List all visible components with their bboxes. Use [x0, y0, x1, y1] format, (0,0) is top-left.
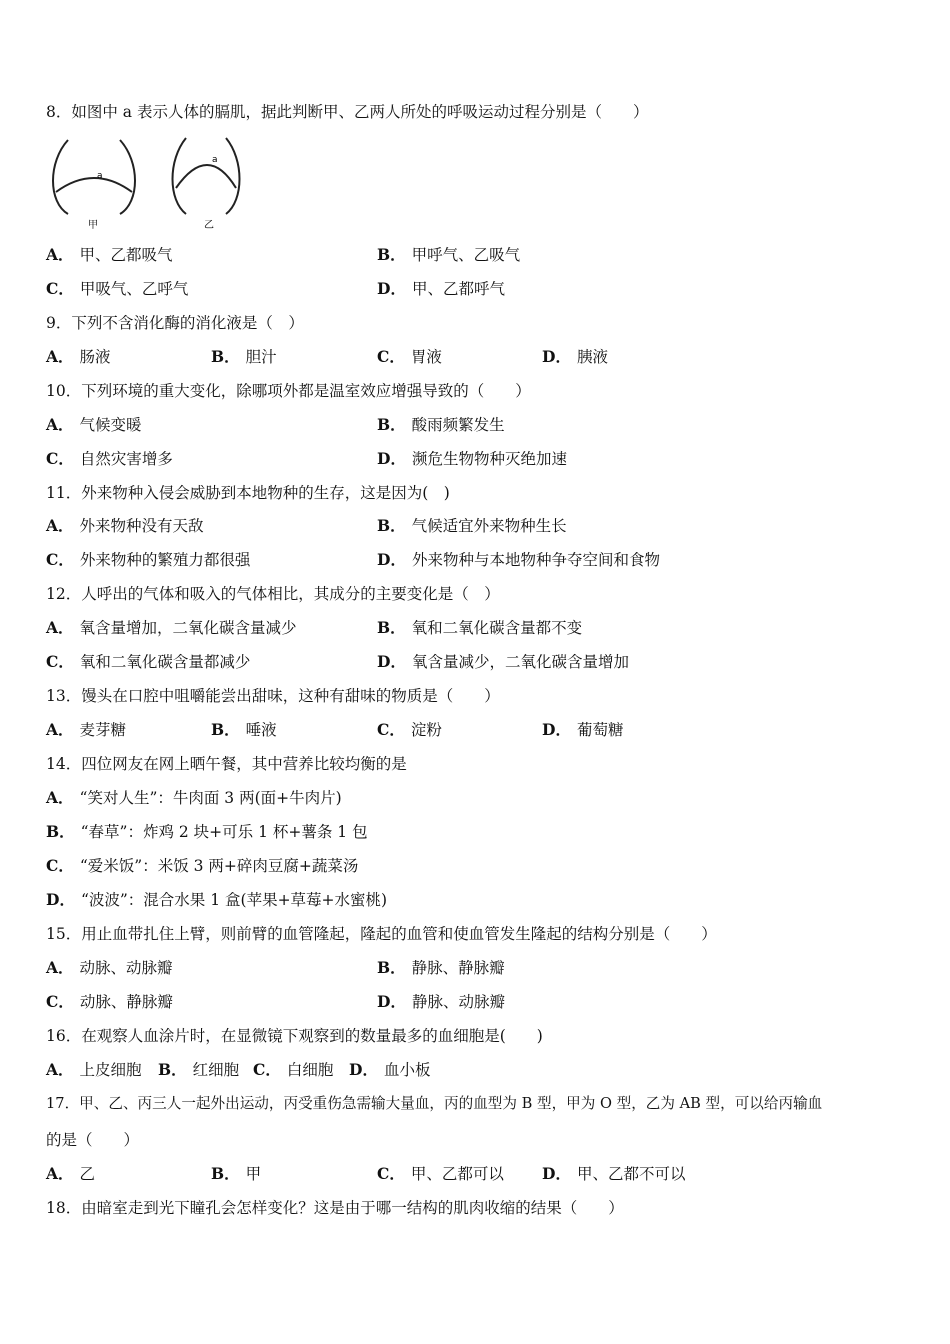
option-label: A．: [46, 720, 74, 739]
option-text: 气候适宜外来物种生长: [411, 517, 567, 535]
option-text: 胆汁: [245, 348, 277, 366]
q14-option-b[interactable]: [46, 822, 368, 842]
q8-yi-label-a: a: [212, 155, 218, 165]
option-label: C．: [46, 550, 74, 569]
option-text: “笑对人生”：牛肉面 3 两(面+牛肉片): [79, 789, 342, 807]
q14-option-a[interactable]: [46, 788, 342, 808]
option-text: 甲、乙都吸气: [79, 246, 173, 264]
option-text: 甲吸气、乙呼气: [79, 280, 189, 298]
q16-option-a[interactable]: [46, 1060, 142, 1080]
option-text: “春草”：炸鸡 2 块+可乐 1 杯+薯条 1 包: [80, 823, 368, 841]
option-label: B．: [377, 245, 406, 264]
q10-option-c[interactable]: [46, 449, 173, 469]
option-label: A．: [46, 1060, 74, 1079]
option-label: B．: [377, 618, 406, 637]
option-label: D．: [542, 1164, 571, 1183]
option-label: A．: [46, 245, 74, 264]
q8-yi-diaphragm: [176, 165, 236, 188]
q10-stem: 10．下列环境的重大变化，除哪项外都是温室效应增强导致的（ ）: [46, 382, 531, 400]
option-label: B．: [211, 720, 240, 739]
option-label: D．: [377, 652, 406, 671]
option-label: D．: [377, 550, 406, 569]
q9-option-c[interactable]: [377, 347, 442, 367]
q17-option-b[interactable]: [211, 1164, 261, 1184]
option-label: B．: [211, 347, 240, 366]
q11-option-a[interactable]: [46, 516, 204, 536]
q15-option-c[interactable]: [46, 992, 173, 1012]
option-label: B．: [377, 415, 406, 434]
option-text: 胃液: [410, 348, 442, 366]
q17-stem-line2: 的是（ ）: [46, 1131, 140, 1149]
option-label: D．: [542, 347, 571, 366]
option-text: 血小板: [383, 1061, 431, 1079]
q9-option-d[interactable]: [542, 347, 608, 367]
q11-option-b[interactable]: [377, 516, 567, 536]
option-text: 上皮细胞: [79, 1061, 142, 1079]
q8-jia-left-wall: [53, 140, 68, 214]
q17-option-d[interactable]: [542, 1164, 685, 1184]
option-label: A．: [46, 415, 74, 434]
q13-stem: 13．馒头在口腔中咀嚼能尝出甜味，这种有甜味的物质是（ ）: [46, 687, 500, 705]
option-label: D．: [349, 1060, 378, 1079]
option-text: 氧和二氧化碳含量都减少: [79, 653, 251, 671]
option-label: D．: [46, 890, 75, 909]
q8-yi-left-wall: [173, 138, 187, 214]
q9-option-a[interactable]: [46, 347, 111, 367]
q15-stem: 15．用止血带扎住上臂，则前臂的血管隆起，隆起的血管和使血管发生隆起的结构分别是（ ）: [46, 925, 717, 943]
q8-jia-label-a: a: [97, 171, 103, 181]
option-label: B．: [158, 1060, 187, 1079]
option-text: 动脉、动脉瓣: [79, 959, 173, 977]
q13-option-a[interactable]: [46, 720, 126, 740]
q16-option-c[interactable]: [253, 1060, 333, 1080]
option-label: D．: [542, 720, 571, 739]
q11-stem: 11．外来物种入侵会威胁到本地物种的生存，这是因为( ): [46, 484, 450, 502]
option-text: 外来物种没有天敌: [79, 517, 204, 535]
q8-jia-diaphragm: [56, 178, 132, 192]
q12-stem: 12．人呼出的气体和吸入的气体相比，其成分的主要变化是（ ）: [46, 585, 500, 603]
q8-option-c[interactable]: [46, 279, 188, 299]
q8-jia-right-wall: [120, 140, 135, 214]
q17-stem-line1: 17．甲、乙、丙三人一起外出运动，丙受重伤急需输大量血，丙的血型为 B 型，甲为 O 型，乙为 AB 型，可以给丙输血: [46, 1095, 823, 1112]
option-text: 唾液: [245, 721, 277, 739]
q11-option-c[interactable]: [46, 550, 250, 570]
option-text: “波波”：混合水果 1 盒(苹果+草莓+水蜜桃): [80, 891, 388, 909]
q12-option-d[interactable]: [377, 652, 629, 672]
option-text: 外来物种的繁殖力都很强: [79, 551, 251, 569]
q9-option-b[interactable]: [211, 347, 277, 367]
q8-diagram: [50, 132, 250, 232]
option-label: B．: [377, 516, 406, 535]
option-label: B．: [46, 822, 75, 841]
option-text: 濒危生物物种灭绝加速: [411, 450, 567, 468]
option-label: A．: [46, 618, 74, 637]
option-label: C．: [377, 720, 405, 739]
option-label: A．: [46, 958, 74, 977]
q15-option-b[interactable]: [377, 958, 505, 978]
q10-option-a[interactable]: [46, 415, 142, 435]
option-label: C．: [46, 279, 74, 298]
option-text: 外来物种与本地物种争夺空间和食物: [411, 551, 660, 569]
q10-option-b[interactable]: [377, 415, 505, 435]
option-text: 甲、乙都呼气: [411, 280, 505, 298]
option-label: A．: [46, 516, 74, 535]
q13-option-d[interactable]: [542, 720, 623, 740]
option-text: 酸雨频繁发生: [411, 416, 505, 434]
option-text: 氧和二氧化碳含量都不变: [411, 619, 583, 637]
q17-option-c[interactable]: [377, 1164, 504, 1184]
option-label: D．: [377, 992, 406, 1011]
q8-caption-yi: 乙: [204, 220, 214, 231]
option-label: D．: [377, 449, 406, 468]
option-label: C．: [377, 1164, 405, 1183]
q8-option-a[interactable]: [46, 245, 173, 265]
option-text: 自然灾害增多: [79, 450, 173, 468]
option-text: 甲: [245, 1165, 262, 1183]
q18-stem: 18．由暗室走到光下瞳孔会怎样变化？这是由于哪一结构的肌肉收缩的结果（ ）: [46, 1199, 624, 1217]
option-text: 白细胞: [286, 1061, 334, 1079]
q15-option-a[interactable]: [46, 958, 173, 978]
q12-option-c[interactable]: [46, 652, 250, 672]
q8-option-d[interactable]: [377, 279, 505, 299]
q13-option-b[interactable]: [211, 720, 277, 740]
option-label: C．: [46, 652, 74, 671]
option-text: 淀粉: [410, 721, 442, 739]
q10-option-d[interactable]: [377, 449, 567, 469]
option-text: 氧含量减少，二氧化碳含量增加: [411, 653, 629, 671]
option-label: A．: [46, 788, 74, 807]
option-text: 动脉、静脉瓣: [79, 993, 173, 1011]
option-text: 肠液: [79, 348, 111, 366]
q14-option-d[interactable]: [46, 890, 387, 910]
option-text: 乙: [79, 1165, 96, 1183]
q8-caption-jia: 甲: [88, 220, 98, 231]
option-label: C．: [377, 347, 405, 366]
q16-stem: 16．在观察人血涂片时，在显微镜下观察到的数量最多的血细胞是( ): [46, 1027, 543, 1045]
q16-option-d[interactable]: [349, 1060, 430, 1080]
option-text: 胰液: [576, 348, 608, 366]
q14-option-c[interactable]: [46, 856, 358, 876]
option-text: 静脉、动脉瓣: [411, 993, 505, 1011]
q8-stem: 8．如图中 a 表示人体的膈肌，据此判断甲、乙两人所处的呼吸运动过程分别是（ ）: [46, 103, 649, 121]
option-label: A．: [46, 1164, 74, 1183]
q12-option-a[interactable]: [46, 618, 297, 638]
option-label: B．: [211, 1164, 240, 1183]
q15-option-d[interactable]: [377, 992, 505, 1012]
option-label: C．: [253, 1060, 281, 1079]
option-label: C．: [46, 856, 74, 875]
option-label: C．: [46, 992, 74, 1011]
option-label: C．: [46, 449, 74, 468]
option-text: 红细胞: [192, 1061, 240, 1079]
q8-option-b[interactable]: [377, 245, 520, 265]
q12-option-b[interactable]: [377, 618, 582, 638]
option-text: 气候变暖: [79, 416, 142, 434]
option-text: 甲呼气、乙吸气: [411, 246, 521, 264]
q14-stem: 14．四位网友在网上晒午餐，其中营养比较均衡的是: [46, 755, 407, 773]
q11-option-d[interactable]: [377, 550, 660, 570]
option-text: “爱米饭”：米饭 3 两+碎肉豆腐+蔬菜汤: [79, 857, 359, 875]
option-text: 氧含量增加，二氧化碳含量减少: [79, 619, 297, 637]
option-text: 甲、乙都可以: [410, 1165, 504, 1183]
q9-stem: 9．下列不含消化酶的消化液是（ ）: [46, 314, 304, 332]
q16-option-b[interactable]: [158, 1060, 239, 1080]
q13-option-c[interactable]: [377, 720, 442, 740]
option-text: 麦芽糖: [79, 721, 127, 739]
option-text: 葡萄糖: [576, 721, 624, 739]
option-text: 甲、乙都不可以: [576, 1165, 686, 1183]
option-label: D．: [377, 279, 406, 298]
q17-option-a[interactable]: [46, 1164, 95, 1184]
option-text: 静脉、静脉瓣: [411, 959, 505, 977]
option-label: A．: [46, 347, 74, 366]
option-label: B．: [377, 958, 406, 977]
